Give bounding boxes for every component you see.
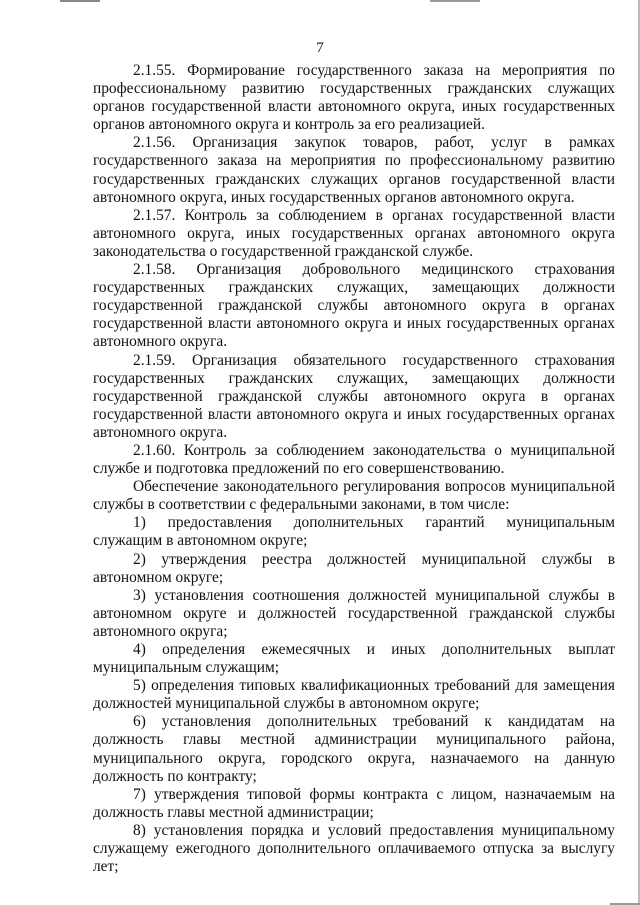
page-number: 7 bbox=[316, 40, 324, 56]
paragraph-intro: Обеспечение законодательного регулирования вопросов муниципальной службы в соответствии с федеральными законами, в том числе: bbox=[93, 478, 615, 514]
document-body bbox=[93, 62, 615, 876]
list-item-1: 1) предоставления дополнительных гарантий муниципальным служащим в автономном округе; bbox=[93, 514, 615, 550]
list-item-6: 6) установления дополнительных требований к кандидатам на должность главы местной администрации муниципального района, муниципального округа, городского округа, назначаемого на данную должность по контракту; bbox=[93, 713, 615, 785]
paragraph-2-1-59: 2.1.59. Организация обязательного государственного страхования государственных гражданских служащих, замещающих должности государственной гражданской службы автономного округа в органах государственной власти автономного округа и иных государственных органах автономного округа. bbox=[93, 351, 615, 441]
list-item-4: 4) определения ежемесячных и иных дополнительных выплат муниципальным служащим; bbox=[93, 641, 615, 677]
list-item-5: 5) определения типовых квалификационных требований для замещения должностей муниципальной службы в автономном округе; bbox=[93, 677, 615, 713]
paragraph-2-1-56: 2.1.56. Организация закупок товаров, работ, услуг в рамках государственного заказа на мероприятия по профессиональному развитию государственных гражданских служащих органов государственной власти автономного округа, иных государственных органов автономного округа. bbox=[93, 134, 615, 206]
list-item-3: 3) установления соотношения должностей муниципальной службы в автономном округе и должностей государственной гражданской службы автономного округа; bbox=[93, 586, 615, 640]
paragraph-2-1-55: 2.1.55. Формирование государственного заказа на мероприятия по профессиональному развитию государственных гражданских служащих органов государственной власти автономного округа, иных государственных органов автономного округа и контроль за его реализацией. bbox=[93, 62, 615, 134]
list-item-7: 7) утверждения типовой формы контракта с лицом, назначаемым на должность главы местной администрации; bbox=[93, 785, 615, 821]
paragraph-2-1-57: 2.1.57. Контроль за соблюдением в органах государственной власти автономного округа, иных государственных органах автономного округа законодательства о государственной гражданской службе. bbox=[93, 206, 615, 260]
list-item-8: 8) установления порядка и условий предоставления муниципальному служащему ежегодного дополнительного оплачиваемого отпуска за выслугу лет; bbox=[93, 821, 615, 876]
paragraph-2-1-60: 2.1.60. Контроль за соблюдением законодательства о муниципальной службе и подготовка предложений по его совершенствованию. bbox=[93, 441, 615, 478]
paragraph-2-1-58: 2.1.58. Организация добровольного медицинского страхования государственных гражданских служащих, замещающих должности государственной гражданской службы автономного округа в органах государственной власти автономного округа и иных государственных органах автономного округа. bbox=[93, 261, 615, 351]
list-item-2: 2) утверждения реестра должностей муниципальной службы в автономном округе; bbox=[93, 550, 615, 586]
scan-artifact bbox=[60, 0, 100, 2]
scan-artifact bbox=[430, 0, 480, 2]
